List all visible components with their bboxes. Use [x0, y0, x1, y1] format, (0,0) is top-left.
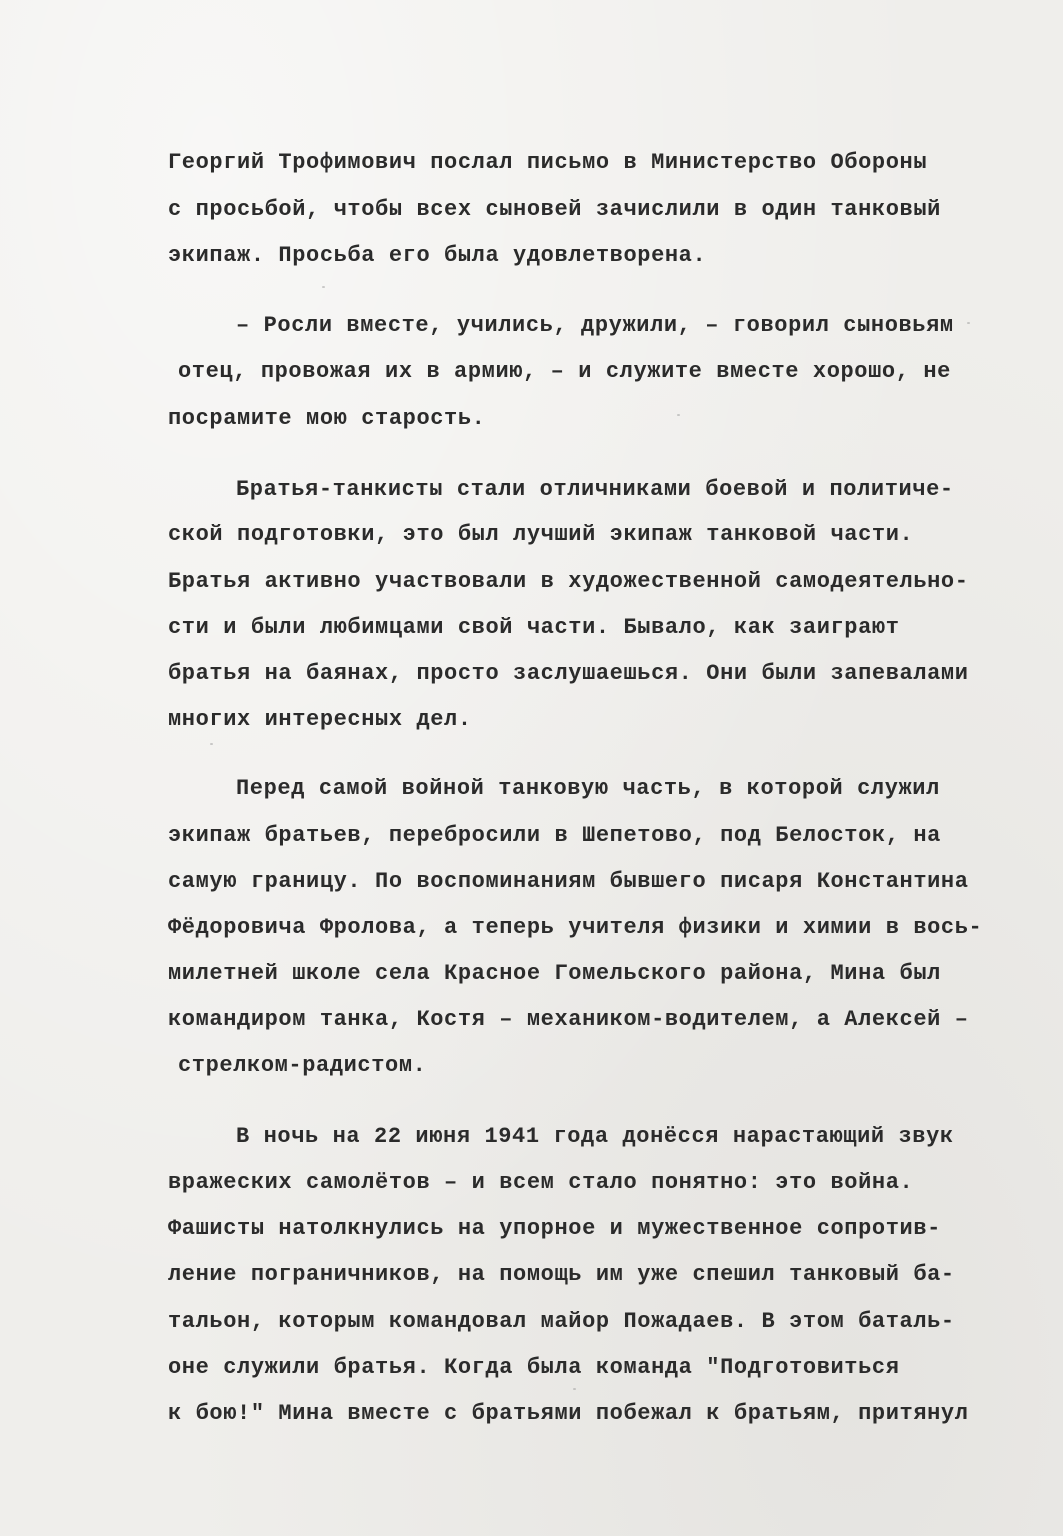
text-line: Георгий Трофимович послал письмо в Министерство Обороны	[168, 150, 928, 175]
text-line: с просьбой, чтобы всех сыновей зачислили в один танковый	[168, 197, 941, 222]
paper-speck	[210, 743, 213, 745]
paper-speck	[967, 322, 970, 324]
paper-speck	[322, 286, 325, 288]
text-line: – Росли вместе, учились, дружили, – говорил сыновьям	[236, 313, 954, 338]
paper-speck	[573, 1388, 576, 1390]
paper-speck	[677, 414, 680, 416]
text-line: Фёдоровича Фролова, а теперь учителя физики и химии в вось-	[168, 915, 983, 940]
text-line: ление пограничников, на помощь им уже спешил танковый ба-	[168, 1262, 955, 1287]
text-line: вражеских самолётов – и всем стало понятно: это война.	[168, 1170, 914, 1195]
text-line: экипаж. Просьба его была удовлетворена.	[168, 243, 707, 268]
text-line: самую границу. По воспоминаниям бывшего писаря Константина	[168, 869, 969, 894]
text-line: стрелком-радистом.	[178, 1053, 427, 1078]
text-line: к бою!" Мина вместе с братьями побежал к братьям, притянул	[168, 1401, 969, 1426]
text-line: оне служили братья. Когда была команда "Подготовиться	[168, 1355, 900, 1380]
text-line: братья на баянах, просто заслушаешься. Они были запевалами	[168, 661, 969, 686]
text-line: экипаж братьев, перебросили в Шепетово, под Белосток, на	[168, 823, 941, 848]
text-line: посрамите мою старость.	[168, 406, 486, 431]
text-line: милетней школе села Красное Гомельского района, Мина был	[168, 961, 941, 986]
text-line: Фашисты натолкнулись на упорное и мужественное сопротив-	[168, 1216, 941, 1241]
text-line: Перед самой войной танковую часть, в которой служил	[236, 776, 940, 801]
text-line: Братья активно участвовали в художественной самодеятельно-	[168, 569, 969, 594]
text-line: отец, провожая их в армию, – и служите вместе хорошо, не	[178, 359, 951, 384]
text-line: командиром танка, Костя – механиком-водителем, а Алексей –	[168, 1007, 969, 1032]
text-line: сти и были любимцами свой части. Бывало, как заиграют	[168, 615, 900, 640]
text-line: тальон, которым командовал майор Пожадаев. В этом баталь-	[168, 1309, 955, 1334]
text-line: многих интересных дел.	[168, 707, 472, 732]
text-line: Братья-танкисты стали отличниками боевой и политиче-	[236, 477, 954, 502]
text-line: ской подготовки, это был лучший экипаж танковой части.	[168, 522, 914, 547]
text-line: В ночь на 22 июня 1941 года донёсся нарастающий звук	[236, 1124, 954, 1149]
